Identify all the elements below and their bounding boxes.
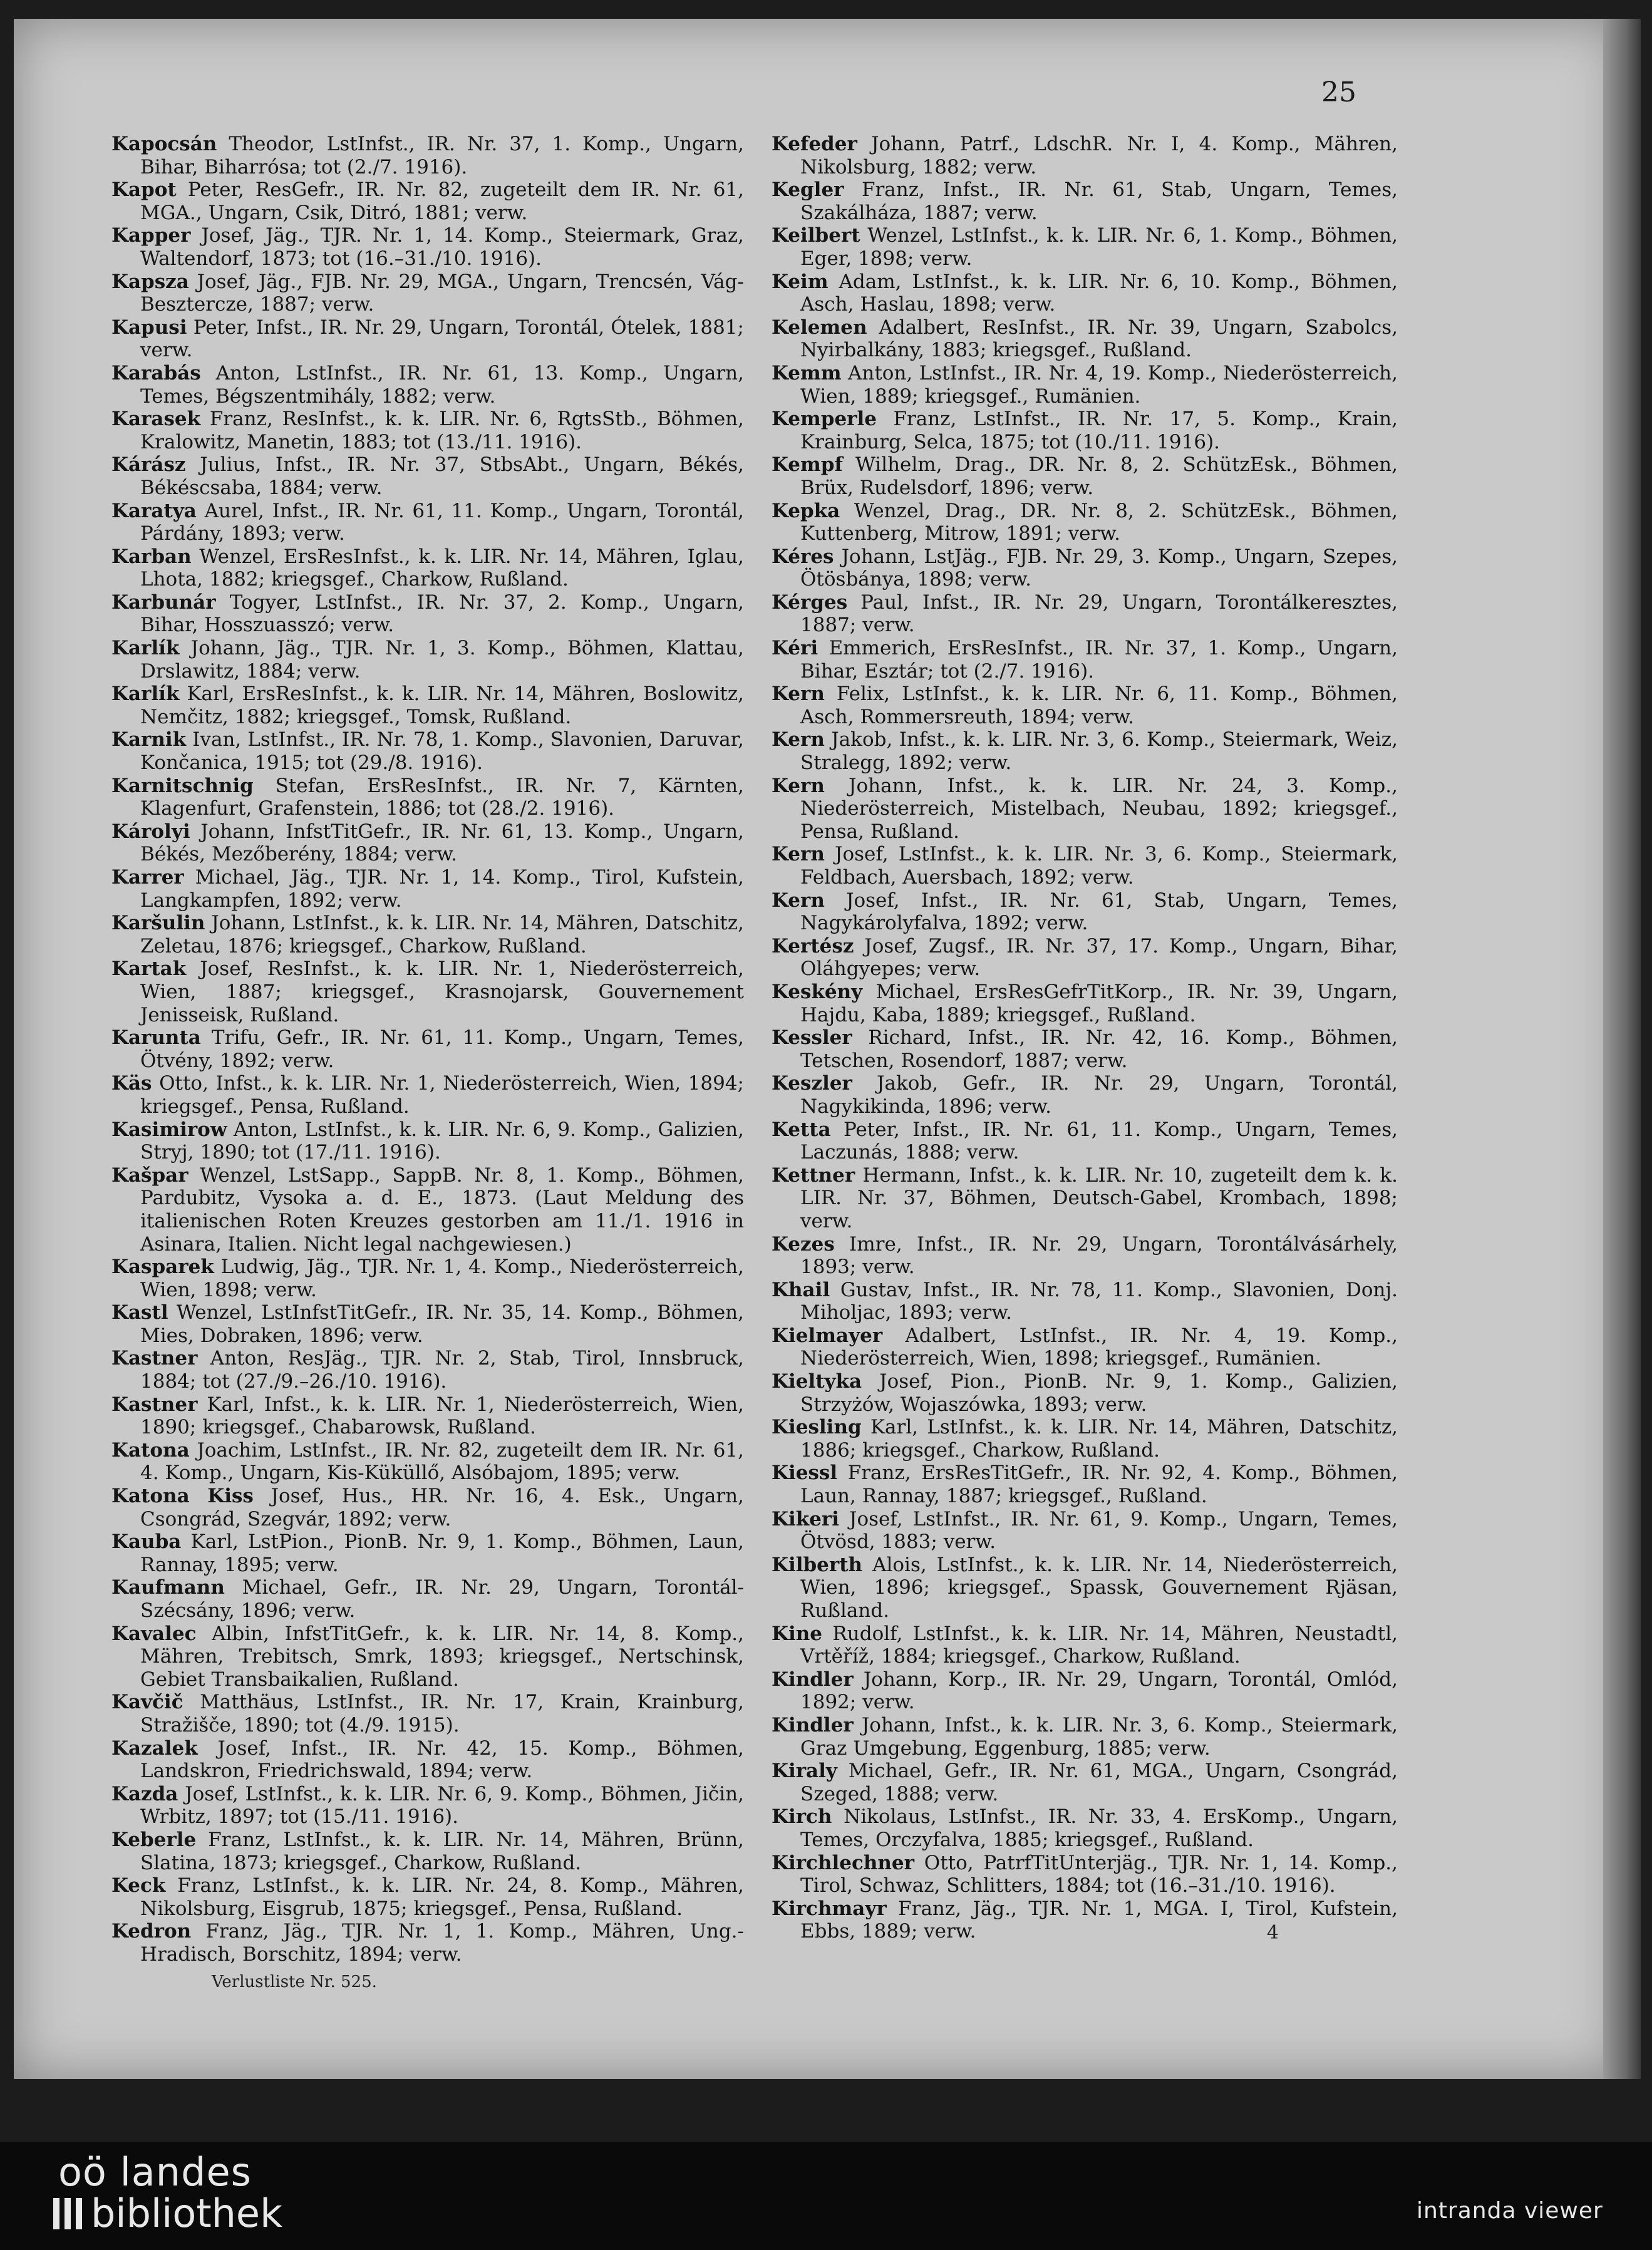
- entry-details: Ludwig, Jäg., TJR. Nr. 1, 4. Komp., Niederösterreich, Wien, 1898; verw.: [140, 1256, 744, 1301]
- entry-surname: Kedron: [111, 1920, 192, 1943]
- list-entry: [111, 453, 744, 499]
- list-entry: [772, 133, 1398, 178]
- list-entry: [111, 957, 744, 1026]
- entry-surname: Kérges: [772, 591, 848, 614]
- list-entry: [111, 224, 744, 270]
- entry-details: Peter, Infst., IR. Nr. 61, 11. Komp., Ungarn, Temes, Laczunás, 1888; verw.: [800, 1118, 1398, 1164]
- entry-details: Johann, LstInfst., k. k. LIR. Nr. 14, Mähren, Datschitz, Zeletau, 1876; kriegsgef., Charkow, Rußland.: [140, 912, 745, 957]
- entry-details: Josef, Jäg., FJB. Nr. 29, MGA., Ungarn, Trencsén, Vág-Besztercze, 1887; verw.: [140, 270, 744, 316]
- entry-surname: Kegler: [772, 178, 844, 202]
- entry-surname: Kavčič: [111, 1691, 183, 1714]
- list-entry: [111, 1393, 744, 1439]
- entry-surname: Kelemen: [772, 316, 867, 339]
- entry-details: Stefan, ErsResInfst., IR. Nr. 7, Kärnten, Klagenfurt, Grafenstein, 1886; tot (28./2. 1916).: [140, 774, 744, 820]
- entry-details: Franz, LstInfst., IR. Nr. 17, 5. Komp., Krain, Krainburg, Selca, 1875; tot (10./11. 1916).: [800, 408, 1398, 453]
- entry-surname: Kern: [772, 683, 825, 706]
- list-entry: [772, 775, 1398, 844]
- list-entry: [772, 316, 1398, 362]
- list-entry: [111, 591, 744, 637]
- page-number: 25: [1321, 76, 1356, 108]
- entry-surname: Kiraly: [772, 1760, 837, 1783]
- entry-surname: Kauba: [111, 1530, 182, 1554]
- list-entry: [111, 1301, 744, 1347]
- entry-details: Wenzel, Drag., DR. Nr. 8, 2. SchützEsk., Böhmen, Kuttenberg, Mitrow, 1891; verw.: [800, 499, 1398, 545]
- list-entry: [111, 1026, 744, 1072]
- list-entry: [111, 500, 744, 545]
- entry-surname: Kirchlechner: [772, 1851, 914, 1874]
- entry-surname: Kindler: [772, 1668, 854, 1691]
- entry-details: Franz, Jäg., TJR. Nr. 1, MGA. I, Tirol, Kufstein, Ebbs, 1889; verw.: [800, 1897, 1398, 1943]
- list-entry: [111, 271, 744, 316]
- entry-surname: Kine: [772, 1622, 822, 1645]
- list-entry: [772, 1852, 1398, 1897]
- entry-surname: Kessler: [772, 1026, 852, 1050]
- entry-details: Felix, LstInfst., k. k. LIR. Nr. 6, 11. Komp., Böhmen, Asch, Rommersreuth, 1894; verw.: [800, 683, 1398, 728]
- logo-line-2-row: [53, 2193, 282, 2234]
- list-entry: [111, 316, 744, 362]
- viewer-name[interactable]: intranda viewer: [1417, 2198, 1603, 2224]
- entry-surname: Keilbert: [772, 224, 860, 247]
- entry-surname: Kirchmayr: [772, 1897, 887, 1920]
- entry-surname: Kéri: [772, 637, 818, 660]
- list-entry: [111, 1691, 744, 1737]
- entry-surname: Kilberth: [772, 1553, 863, 1576]
- entry-details: Alois, LstInfst., k. k. LIR. Nr. 14, Niederösterreich, Wien, 1896; kriegsgef., Spassk, Gouvernement Rjäsan, Rußland.: [800, 1553, 1398, 1622]
- list-entry: [111, 1485, 744, 1530]
- list-entry: [111, 1347, 744, 1393]
- entry-details: Josef, LstInfst., IR. Nr. 61, 9. Komp., Ungarn, Temes, Ötvösd, 1883; verw.: [800, 1507, 1398, 1554]
- entry-surname: Karnitschnig: [111, 774, 254, 797]
- list-entry: [772, 981, 1398, 1026]
- entry-surname: Kiesling: [772, 1416, 862, 1439]
- list-entry: [772, 1805, 1398, 1851]
- list-entry: [772, 1623, 1398, 1668]
- entry-details: Karl, Infst., k. k. LIR. Nr. 1, Niederösterreich, Wien, 1890; kriegsgef., Chabarowsk, Rußland.: [140, 1393, 744, 1439]
- entry-surname: Kern: [772, 843, 825, 866]
- list-entry: [772, 1164, 1398, 1233]
- entry-surname: Kastner: [111, 1393, 198, 1416]
- entry-details: Adalbert, ResInfst., IR. Nr. 39, Ungarn, Szabolcs, Nyirbalkány, 1883; kriegsgef., Rußland.: [800, 316, 1398, 362]
- entry-surname: Kaufmann: [111, 1576, 225, 1599]
- entry-surname: Keszler: [772, 1072, 852, 1095]
- entry-surname: Kartak: [111, 957, 187, 981]
- list-entry: [772, 591, 1398, 637]
- entry-surname: Kern: [772, 774, 825, 797]
- right-column: [772, 133, 1398, 1944]
- entry-surname: Kapsza: [111, 270, 189, 293]
- entry-details: Trifu, Gefr., IR. Nr. 61, 11. Komp., Ungarn, Temes, Ötvény, 1892; verw.: [140, 1026, 744, 1072]
- logo-line-1: oö landes: [58, 2149, 252, 2195]
- entry-surname: Kapper: [111, 224, 191, 247]
- entry-surname: Kempf: [772, 453, 843, 477]
- entry-details: Aurel, Infst., IR. Nr. 61, 11. Komp., Ungarn, Torontál, Párdány, 1893; verw.: [140, 499, 744, 545]
- entry-surname: Khail: [772, 1278, 830, 1301]
- entry-surname: Kapusi: [111, 316, 187, 339]
- list-entry: [111, 912, 744, 957]
- entry-surname: Ketta: [772, 1118, 831, 1141]
- entry-surname: Kepka: [772, 499, 840, 522]
- left-column: [111, 133, 744, 1991]
- entry-details: Josef, Zugsf., IR. Nr. 37, 17. Komp., Ungarn, Bihar, Oláhgyepes; verw.: [800, 934, 1398, 981]
- entry-details: Wilhelm, Drag., DR. Nr. 8, 2. SchützEsk., Böhmen, Brüx, Rudelsdorf, 1896; verw.: [800, 453, 1398, 499]
- entry-details: Anton, LstInfst., k. k. LIR. Nr. 6, 9. Komp., Galizien, Stryj, 1890; tot (17./11. 1916).: [140, 1118, 745, 1164]
- entry-surname: Kikeri: [772, 1507, 840, 1530]
- entry-details: Johann, Patrf., LdschR. Nr. I, 4. Komp., Mähren, Nikolsburg, 1882; verw.: [800, 133, 1398, 178]
- entry-details: Gustav, Infst., IR. Nr. 78, 11. Komp., Slavonien, Donj. Miholjac, 1893; verw.: [800, 1278, 1398, 1324]
- list-entry: [111, 545, 744, 591]
- entry-details: Josef, Pion., PionB. Nr. 9, 1. Komp., Galizien, Strzyżów, Wojaszówka, 1893; verw.: [800, 1370, 1398, 1416]
- list-entry: [772, 683, 1398, 728]
- entry-surname: Kieltyka: [772, 1370, 862, 1393]
- entry-details: Franz, Infst., IR. Nr. 61, Stab, Ungarn, Temes, Szakálháza, 1887; verw.: [800, 178, 1398, 224]
- entry-surname: Károlyi: [111, 820, 190, 843]
- entry-details: Emmerich, ErsResInfst., IR. Nr. 37, 1. Komp., Ungarn, Bihar, Esztár; tot (2./7. 1916).: [800, 637, 1398, 683]
- entry-details: Karl, ErsResInfst., k. k. LIR. Nr. 14, Mähren, Boslowitz, Nemčitz, 1882; kriegsgef., Tomsk, Rußland.: [140, 683, 745, 728]
- entry-surname: Karbunár: [111, 591, 216, 614]
- entry-surname: Käs: [111, 1072, 152, 1095]
- logo-line-2: bibliothek: [91, 2191, 282, 2236]
- entry-details: Josef, Infst., IR. Nr. 42, 15. Komp., Böhmen, Landskron, Friedrichswald, 1894; verw.: [140, 1737, 744, 1783]
- entry-details: Togyer, LstInfst., IR. Nr. 37, 2. Komp., Ungarn, Bihar, Hosszuasszó; verw.: [140, 591, 745, 637]
- list-entry: [111, 866, 744, 912]
- list-entry: [772, 1416, 1398, 1462]
- logo-bars-icon: [53, 2198, 82, 2229]
- page-edge: [1603, 19, 1641, 2079]
- entry-surname: Kéres: [772, 545, 834, 568]
- entry-details: Johann, Infst., k. k. LIR. Nr. 3, 6. Komp., Steiermark, Graz Umgebung, Eggenburg, 1885; verw.: [800, 1713, 1398, 1760]
- entry-details: Anton, ResJäg., TJR. Nr. 2, Stab, Tirol, Innsbruck, 1884; tot (27./9.–26./10. 1916).: [140, 1347, 745, 1393]
- entry-details: Adalbert, LstInfst., IR. Nr. 4, 19. Komp., Niederösterreich, Wien, 1898; kriegsgef., Rumänien.: [800, 1324, 1398, 1370]
- entry-surname: Kazalek: [111, 1737, 198, 1760]
- list-entry: [111, 1737, 744, 1783]
- entry-surname: Kašpar: [111, 1164, 188, 1187]
- list-entry: [772, 1233, 1398, 1279]
- list-entry: [772, 1279, 1398, 1324]
- entry-surname: Karnik: [111, 728, 187, 751]
- entry-details: Michael, Jäg., TJR. Nr. 1, 14. Komp., Tirol, Kufstein, Langkampfen, 1892; verw.: [140, 866, 744, 912]
- list-entry: [111, 1623, 744, 1691]
- entry-details: Julius, Infst., IR. Nr. 37, StbsAbt., Ungarn, Békés, Békéscsaba, 1884; verw.: [140, 453, 744, 499]
- list-entry: [772, 1462, 1398, 1507]
- list-entry: [772, 637, 1398, 683]
- entry-surname: Kielmayer: [772, 1324, 883, 1347]
- entry-details: Paul, Infst., IR. Nr. 29, Ungarn, Torontálkeresztes, 1887; verw.: [800, 591, 1398, 637]
- entry-details: Ivan, LstInfst., IR. Nr. 78, 1. Komp., Slavonien, Daruvar, Končanica, 1915; tot (29./8. 1916).: [140, 728, 744, 775]
- list-entry: [111, 1874, 744, 1920]
- entry-details: Josef, Hus., HR. Nr. 16, 4. Esk., Ungarn, Csongrád, Szegvár, 1892; verw.: [140, 1485, 744, 1530]
- entry-details: Johann, InfstTitGefr., IR. Nr. 61, 13. Komp., Ungarn, Békés, Mezőberény, 1884; verw.: [140, 820, 744, 866]
- entry-details: Josef, LstInfst., k. k. LIR. Nr. 6, 9. Komp., Böhmen, Jičin, Wrbitz, 1897; tot (15./11. 1916).: [140, 1782, 745, 1829]
- entry-details: Wenzel, ErsResInfst., k. k. LIR. Nr. 14, Mähren, Iglau, Lhota, 1882; kriegsgef., Charkow, Rußland.: [140, 545, 744, 591]
- list-entry: [772, 1026, 1398, 1072]
- entry-surname: Kasimirow: [111, 1118, 227, 1141]
- list-entry: [111, 775, 744, 820]
- entry-surname: Kazda: [111, 1782, 178, 1805]
- entry-details: Franz, LstInfst., k. k. LIR. Nr. 24, 8. Komp., Mähren, Nikolsburg, Eisgrub, 1875; kriegsgef., Pensa, Rußland.: [140, 1874, 745, 1920]
- entry-surname: Kastl: [111, 1301, 168, 1324]
- list-entry: [772, 1118, 1398, 1164]
- entry-surname: Karrer: [111, 866, 184, 889]
- entry-surname: Kezes: [772, 1232, 835, 1256]
- entry-details: Josef, ResInfst., k. k. LIR. Nr. 1, Niederösterreich, Wien, 1887; kriegsgef., Krasnojarsk, Gouvernement Jenisseisk, Rußland.: [140, 957, 744, 1026]
- entry-surname: Kiessl: [772, 1462, 838, 1485]
- entry-details: Nikolaus, LstInfst., IR. Nr. 33, 4. ErsKomp., Ungarn, Temes, Orczyfalva, 1885; kriegsgef., Rußland.: [800, 1805, 1398, 1851]
- list-entry: [111, 1118, 744, 1164]
- entry-details: Matthäus, LstInfst., IR. Nr. 17, Krain, Krainburg, Stražišče, 1890; tot (4./9. 1915).: [140, 1691, 744, 1737]
- list-entry: [772, 1370, 1398, 1416]
- list-entry: [111, 1783, 744, 1829]
- entry-details: Albin, InfstTitGefr., k. k. LIR. Nr. 14, 8. Komp., Mähren, Trebitsch, Smrk, 1893; kriegsgef., Nertschinsk, Gebiet Transbaikalien, Rußland.: [140, 1622, 744, 1691]
- entry-surname: Karšulin: [111, 912, 205, 935]
- entry-surname: Katona Kiss: [111, 1485, 254, 1508]
- list-entry: [772, 453, 1398, 499]
- entry-details: Jakob, Infst., k. k. LIR. Nr. 3, 6. Komp., Steiermark, Weiz, Stralegg, 1892; verw.: [800, 728, 1398, 775]
- list-entry: [772, 1714, 1398, 1760]
- list-entry: [111, 1530, 744, 1576]
- entry-details: Otto, PatrfTitUnterjäg., TJR. Nr. 1, 14. Komp., Tirol, Schwaz, Schlitters, 1884; tot (16.–31./10. 1916).: [800, 1851, 1398, 1897]
- list-entry: [772, 1324, 1398, 1370]
- entry-details: Anton, LstInfst., IR. Nr. 61, 13. Komp., Ungarn, Temes, Bégszentmihály, 1882; verw.: [140, 361, 744, 408]
- list-entry: [772, 889, 1398, 935]
- list-entry: [772, 843, 1398, 889]
- entry-surname: Karlík: [111, 683, 180, 706]
- list-entry: [111, 683, 744, 728]
- entry-surname: Katona: [111, 1438, 190, 1462]
- entry-details: Anton, LstInfst., IR. Nr. 4, 19. Komp., Niederösterreich, Wien, 1889; kriegsgef., Rumänien.: [800, 361, 1398, 408]
- list-entry: [111, 1439, 744, 1485]
- entry-details: Wenzel, LstInfst., k. k. LIR. Nr. 6, 1. Komp., Böhmen, Eger, 1898; verw.: [800, 224, 1398, 270]
- entry-surname: Keskény: [772, 980, 863, 1003]
- list-entry: [111, 178, 744, 224]
- entry-details: Michael, Gefr., IR. Nr. 61, MGA., Ungarn, Csongrád, Szeged, 1888; verw.: [800, 1760, 1398, 1805]
- list-entry: [111, 820, 744, 866]
- entry-surname: Keberle: [111, 1828, 197, 1851]
- list-entry: [111, 1576, 744, 1622]
- entry-surname: Kertész: [772, 934, 854, 957]
- list-entry: [772, 728, 1398, 774]
- list-entry: [772, 271, 1398, 316]
- list-entry: [772, 1508, 1398, 1554]
- list-entry: [772, 1072, 1398, 1118]
- list-entry: [111, 637, 744, 683]
- entry-surname: Kárász: [111, 453, 186, 477]
- entry-surname: Karban: [111, 545, 192, 568]
- entry-details: Otto, Infst., k. k. LIR. Nr. 1, Niederösterreich, Wien, 1894; kriegsgef., Pensa, Rußland.: [140, 1072, 744, 1118]
- list-entry: [772, 178, 1398, 224]
- entry-surname: Kemm: [772, 361, 842, 384]
- entry-details: Peter, ResGefr., IR. Nr. 82, zugeteilt dem IR. Nr. 61, MGA., Ungarn, Csik, Ditró, 1881; verw.: [140, 178, 744, 224]
- list-entry: [111, 1164, 744, 1256]
- entry-surname: Kettner: [772, 1164, 855, 1187]
- entry-details: Johann, Korp., IR. Nr. 29, Ungarn, Torontál, Omlód, 1892; verw.: [800, 1668, 1398, 1714]
- list-entry: [772, 545, 1398, 591]
- entry-surname: Kastner: [111, 1347, 198, 1370]
- list-entry: [772, 362, 1398, 408]
- entry-details: Joachim, LstInfst., IR. Nr. 82, zugeteilt dem IR. Nr. 61, 4. Komp., Ungarn, Kis-Küküllő, Alsóbajom, 1895; verw.: [140, 1438, 744, 1485]
- entry-details: Josef, Infst., IR. Nr. 61, Stab, Ungarn, Temes, Nagykárolyfalva, 1892; verw.: [800, 889, 1398, 935]
- entry-surname: Keck: [111, 1874, 166, 1897]
- entry-details: Karl, LstPion., PionB. Nr. 9, 1. Komp., Böhmen, Laun, Rannay, 1895; verw.: [140, 1530, 745, 1576]
- entry-details: Franz, ResInfst., k. k. LIR. Nr. 6, RgtsStb., Böhmen, Kralowitz, Manetin, 1883; tot (13./11. 1916).: [140, 408, 744, 453]
- entry-details: Johann, Infst., k. k. LIR. Nr. 24, 3. Komp., Niederösterreich, Mistelbach, Neubau, 1892; kriegsgef., Pensa, Rußland.: [800, 774, 1398, 843]
- entry-surname: Kavalec: [111, 1622, 197, 1645]
- list-entry: [111, 1256, 744, 1301]
- entry-details: Josef, Jäg., TJR. Nr. 1, 14. Komp., Steiermark, Graz, Waltendorf, 1873; tot (16.–31./10. 1916).: [140, 224, 745, 270]
- entry-surname: Karabás: [111, 361, 201, 384]
- entry-details: Theodor, LstInfst., IR. Nr. 37, 1. Komp., Ungarn, Bihar, Biharrósa; tot (2./7. 1916).: [140, 133, 744, 178]
- library-logo[interactable]: [53, 2149, 282, 2236]
- entry-surname: Kirch: [772, 1805, 832, 1829]
- entry-details: Franz, ErsResTitGefr., IR. Nr. 92, 4. Komp., Böhmen, Laun, Rannay, 1887; kriegsgef., Rußland.: [800, 1462, 1398, 1508]
- entry-details: Peter, Infst., IR. Nr. 29, Ungarn, Torontál, Ótelek, 1881; verw.: [140, 316, 744, 362]
- entry-surname: Kern: [772, 889, 825, 912]
- entry-surname: Keim: [772, 270, 829, 293]
- entry-details: Hermann, Infst., k. k. LIR. Nr. 10, zugeteilt dem k. k. LIR. Nr. 37, Böhmen, Deutsch-Gabel, Krombach, 1898; verw.: [800, 1164, 1398, 1232]
- list-entry: [111, 408, 744, 453]
- entry-details: Josef, LstInfst., k. k. LIR. Nr. 3, 6. Komp., Steiermark, Feldbach, Auersbach, 1892; verw.: [800, 843, 1398, 889]
- entry-details: Michael, ErsResGefrTitKorp., IR. Nr. 39, Ungarn, Hajdu, Kaba, 1889; kriegsgef., Rußland.: [800, 980, 1398, 1026]
- list-entry: [111, 1072, 744, 1118]
- entry-details: Rudolf, LstInfst., k. k. LIR. Nr. 14, Mähren, Neustadtl, Vrtěříž, 1884; kriegsgef., Charkow, Rußland.: [800, 1622, 1398, 1668]
- entry-details: Michael, Gefr., IR. Nr. 29, Ungarn, Torontál-Szécsány, 1896; verw.: [140, 1576, 745, 1622]
- entry-details: Jakob, Gefr., IR. Nr. 29, Ungarn, Torontál, Nagykikinda, 1896; verw.: [800, 1072, 1398, 1118]
- entry-surname: Kapocsán: [111, 133, 217, 155]
- list-entry: [772, 935, 1398, 981]
- entry-details: Imre, Infst., IR. Nr. 29, Ungarn, Torontálvásárhely, 1893; verw.: [800, 1232, 1398, 1279]
- list-entry: [111, 362, 744, 408]
- list-entry: [772, 1554, 1398, 1623]
- entry-surname: Kasparek: [111, 1256, 214, 1279]
- list-entry: [111, 133, 744, 178]
- entry-surname: Karasek: [111, 408, 201, 431]
- entry-details: Johann, LstJäg., FJB. Nr. 29, 3. Komp., Ungarn, Szepes, Ötösbánya, 1898; verw.: [800, 545, 1398, 591]
- list-entry: [111, 728, 744, 774]
- list-entry: [772, 1668, 1398, 1714]
- signature-number: 4: [1266, 1921, 1279, 1944]
- list-entry: [772, 1760, 1398, 1805]
- entry-details: Richard, Infst., IR. Nr. 42, 16. Komp., Böhmen, Tetschen, Rosendorf, 1887; verw.: [800, 1026, 1398, 1072]
- entry-details: Wenzel, LstInfstTitGefr., IR. Nr. 35, 14. Komp., Böhmen, Mies, Dobraken, 1896; verw.: [140, 1301, 744, 1347]
- list-footer-note: Verlustliste Nr. 525.: [212, 1972, 377, 1991]
- list-entry: [111, 1920, 744, 1966]
- entry-details: Franz, Jäg., TJR. Nr. 1, 1. Komp., Mähren, Ung.-Hradisch, Borschitz, 1894; verw.: [140, 1920, 744, 1966]
- entry-surname: Karatya: [111, 499, 197, 522]
- entry-details: Adam, LstInfst., k. k. LIR. Nr. 6, 10. Komp., Böhmen, Asch, Haslau, 1898; verw.: [800, 270, 1398, 316]
- entry-surname: Karunta: [111, 1026, 201, 1050]
- entry-details: Wenzel, LstSapp., SappB. Nr. 8, 1. Komp., Böhmen, Pardubitz, Vysoka a. d. E., 1873. (Laut Meldung des italienischen Roten Kreuzes gestorben am 11./1. 1916 in Asinara, Italien. Nicht legal nachgewiesen.): [140, 1164, 745, 1256]
- entry-details: Karl, LstInfst., k. k. LIR. Nr. 14, Mähren, Datschitz, 1886; kriegsgef., Charkow, Rußland.: [800, 1416, 1398, 1462]
- list-entry: [772, 408, 1398, 453]
- entry-surname: Kern: [772, 728, 825, 751]
- entry-surname: Kindler: [772, 1713, 854, 1737]
- entry-surname: Kemperle: [772, 408, 877, 431]
- entry-surname: Kefeder: [772, 133, 857, 155]
- list-entry: [772, 224, 1398, 270]
- list-entry: [111, 1829, 744, 1874]
- entry-surname: Kapot: [111, 178, 177, 202]
- entry-details: Franz, LstInfst., k. k. LIR. Nr. 14, Mähren, Brünn, Slatina, 1873; kriegsgef., Charkow, Rußland.: [140, 1828, 745, 1874]
- entry-surname: Karlík: [111, 637, 180, 660]
- entry-details: Johann, Jäg., TJR. Nr. 1, 3. Komp., Böhmen, Klattau, Drslawitz, 1884; verw.: [140, 637, 744, 683]
- list-entry: [772, 500, 1398, 545]
